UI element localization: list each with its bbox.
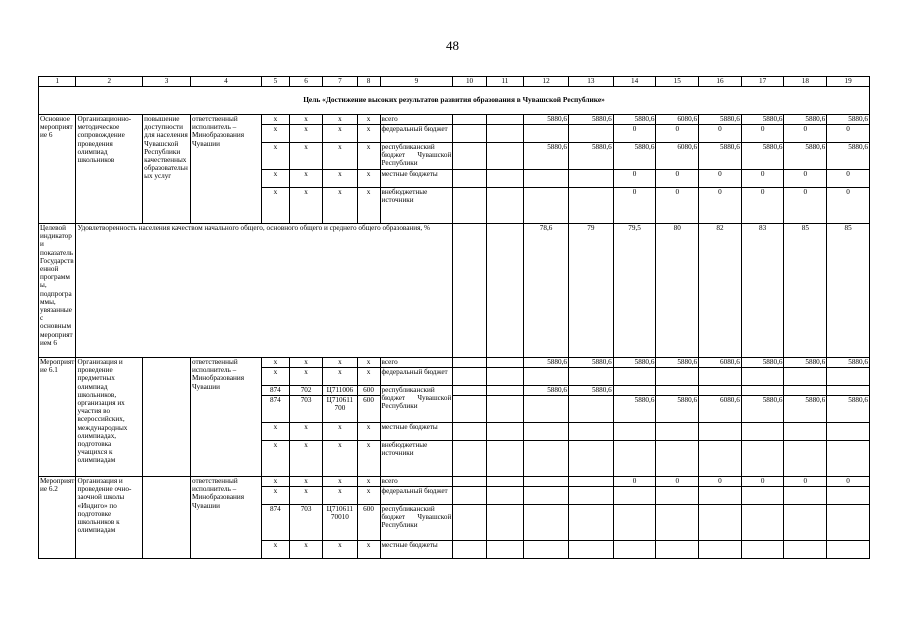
row-executor: ответственный исполнитель – Минобразования Чувашии bbox=[191, 115, 262, 224]
table-row: x x x x местные бюджеты bbox=[39, 423, 870, 441]
row-executor: ответственный исполнитель – Минобразования Чувашии bbox=[191, 358, 262, 477]
col-header: 12 bbox=[524, 77, 569, 87]
page-number: 48 bbox=[446, 38, 459, 53]
source-label: республиканский бюджет Чувашской Республики bbox=[380, 505, 453, 541]
source-label: внебюджетные источники bbox=[380, 188, 453, 224]
row-goal: повышение доступности для населения Чувашской Республики качественных образовательных услуг bbox=[143, 115, 191, 224]
source-label: местные бюджеты bbox=[380, 541, 453, 559]
table-row: 874 703 Ц710611 70010 600 республиканский бюджет Чувашской Республики bbox=[39, 505, 870, 541]
indicator-title: Целевой индикатор и показатель Государственной программы, подпрограммы, увязанные с основным мероприятием 6 bbox=[39, 224, 76, 358]
table-row: 874 703 Ц710611 700 600 5880,6 5880,6 6080,6 5880,6 5880,6 5880,6 bbox=[39, 396, 870, 423]
col-header: 6 bbox=[289, 77, 322, 87]
source-label: всего bbox=[380, 115, 453, 125]
col-header: 19 bbox=[827, 77, 870, 87]
row-description: Организация и проведение очно-заочной школы «Индиго» по подготовке школьников к олимпиадам bbox=[76, 477, 143, 559]
table-row: 874 702 Ц711006 600 республиканский бюджет Чувашской Республики 5880,6 5880,6 bbox=[39, 386, 870, 396]
table-row: x x x x местные бюджеты 0 0 0 0 0 0 bbox=[39, 170, 870, 188]
indicator-text: Удовлетворенность населения качеством начального общего, основного общего и среднего общего образования, % bbox=[76, 224, 453, 358]
row-title: Мероприятие 6.2 bbox=[39, 477, 76, 559]
table-row: Мероприятие 6.2 Организация и проведение очно-заочной школы «Индиго» по подготовке школьников к олимпиадам ответственный исполнитель – Минобразования Чувашии x x x x всего 0 0 0 0 0 0 bbox=[39, 477, 870, 487]
col-header: 5 bbox=[261, 77, 289, 87]
col-header: 10 bbox=[453, 77, 486, 87]
col-header: 3 bbox=[143, 77, 191, 87]
row-title: Основное мероприятие 6 bbox=[39, 115, 76, 224]
col-header: 18 bbox=[784, 77, 827, 87]
col-header: 9 bbox=[380, 77, 453, 87]
row-description: Организация и проведение предметных олимпиад школьников, организация их участия во всероссийских, международных олимпиадах, подготовка учащихся к олимпиадам bbox=[76, 358, 143, 477]
source-label: всего bbox=[380, 477, 453, 487]
table-row: x x x x федеральный бюджет bbox=[39, 487, 870, 505]
col-header: 16 bbox=[699, 77, 742, 87]
row-description: Организационно-методическое сопровождение проведения олимпиад школьников bbox=[76, 115, 143, 224]
table-row: x x x x внебюджетные источники bbox=[39, 441, 870, 477]
source-label: внебюджетные источники bbox=[380, 441, 453, 477]
header-row bbox=[39, 77, 870, 87]
source-label: федеральный бюджет bbox=[380, 125, 453, 143]
row-executor: ответственный исполнитель – Минобразования Чувашии bbox=[191, 477, 262, 559]
table-row: x x x x внебюджетные источники 0 0 0 0 0 0 bbox=[39, 188, 870, 224]
table-row: x x x x федеральный бюджет 0 0 0 0 0 0 bbox=[39, 125, 870, 143]
table-row: Мероприятие 6.1 Организация и проведение предметных олимпиад школьников, организация их участия во всероссийских, международных олимпиадах, подготовка учащихся к олимпиадам ответственный исполнитель – Минобразования Чувашии x x x x всего 5880,6 5880,6 5880,6 5880,6 6080,6 5880,6 5880,6 5880,6 bbox=[39, 358, 870, 368]
source-label: федеральный бюджет bbox=[380, 368, 453, 386]
col-header: 14 bbox=[613, 77, 656, 87]
row-title: Мероприятие 6.1 bbox=[39, 358, 76, 477]
col-header: 13 bbox=[568, 77, 613, 87]
table-row: x x x x республиканский бюджет Чувашской Республики 5880,6 5880,6 5880,6 6080,6 5880,6 5880,6 5880,6 5880,6 bbox=[39, 143, 870, 170]
source-label: федеральный бюджет bbox=[380, 487, 453, 505]
table-row: x x x x федеральный бюджет bbox=[39, 368, 870, 386]
col-header: 1 bbox=[39, 77, 76, 87]
source-label: республиканский бюджет Чувашской Республики bbox=[380, 386, 453, 423]
source-label: всего bbox=[380, 358, 453, 368]
indicator-row: Целевой индикатор и показатель Государственной программы, подпрограммы, увязанные с основным мероприятием 6 Удовлетворенность населения качеством начального общего, основного общего и среднего общего образования, % 78,6 79 79,5 80 82 83 85 85 bbox=[39, 224, 870, 358]
source-label: местные бюджеты bbox=[380, 423, 453, 441]
col-header: 2 bbox=[76, 77, 143, 87]
table-row: x x x x местные бюджеты bbox=[39, 541, 870, 559]
col-header: 4 bbox=[191, 77, 262, 87]
goal-title: Цель «Достижение высоких результатов развития образования в Чувашской Республике» bbox=[39, 87, 870, 115]
source-label: местные бюджеты bbox=[380, 170, 453, 188]
col-header: 15 bbox=[656, 77, 699, 87]
col-header: 7 bbox=[323, 77, 357, 87]
col-header: 17 bbox=[741, 77, 784, 87]
table-row: Основное мероприятие 6 Организационно-методическое сопровождение проведения олимпиад школьников повышение доступности для населения Чувашской Республики качественных образовательных услуг ответственный исполнитель – Минобразования Чувашии x x x x всего 5880,6 5880,6 5880,6 6080,6 5880,6 5880,6 5880,6 5880,6 bbox=[39, 115, 870, 125]
goal-row bbox=[39, 87, 870, 115]
col-header: 11 bbox=[486, 77, 523, 87]
col-header: 8 bbox=[357, 77, 380, 87]
budget-table bbox=[38, 76, 870, 559]
source-label: республиканский бюджет Чувашской Республики bbox=[380, 143, 453, 170]
